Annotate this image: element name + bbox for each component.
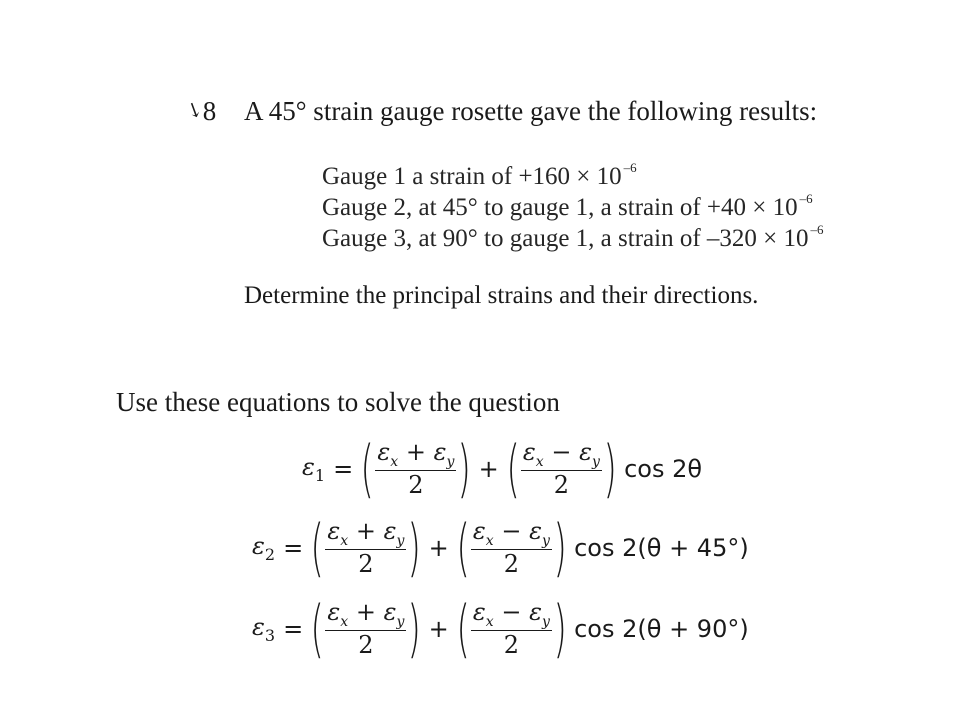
diff-fraction: $\frac{\varepsilon_x - \varepsilon_y}{2}$ [472, 516, 550, 579]
checkmark-icon: ↘ [181, 96, 207, 124]
equation-3: $\varepsilon_3$ = ( $\frac{\varepsilon_x + \varepsilon_y}{2}$ ) + ( $\frac{\varepsilon_x - \varepsilon_y}{2}$ ) cos 2(θ + 90°) [252, 592, 749, 665]
cosine-term: cos 2θ [624, 455, 703, 483]
equation-1: $\varepsilon_1$ = ( $\frac{\varepsilon_x + \varepsilon_y}{2}$ ) + ( $\frac{\varepsilon_x - \varepsilon_y}{2}$ ) cos 2θ [302, 432, 703, 505]
problem-statement: A 45° strain gauge rosette gave the following results: [244, 96, 818, 126]
question-number: ↘8 [181, 96, 217, 126]
lhs-epsilon-3: $\varepsilon_3$ [252, 613, 276, 645]
cosine-term: cos 2(θ + 45°) [574, 534, 749, 562]
task-text: Determine the principal strains and their directions. [244, 282, 759, 309]
gauge-2-reading: Gauge 2, at 45° to gauge 1, a strain of +40 × 10 $^{-6}$ [322, 191, 813, 221]
sum-fraction: $\frac{\varepsilon_x + \varepsilon_y}{2}$ [377, 437, 455, 500]
gauge-1-reading: Gauge 1 a strain of +160 × 10 $^{-6}$ [322, 160, 637, 190]
lhs-epsilon-1: $\varepsilon_1$ [302, 453, 326, 485]
equation-2: $\varepsilon_2$ = ( $\frac{\varepsilon_x + \varepsilon_y}{2}$ ) + ( $\frac{\varepsilon_x - \varepsilon_y}{2}$ ) cos 2(θ + 45°) [252, 511, 749, 584]
diff-fraction: $\frac{\varepsilon_x - \varepsilon_y}{2}$ [472, 597, 550, 660]
gauge-3-reading: Gauge 3, at 90° to gauge 1, a strain of –320 × 10 $^{-6}$ [322, 222, 824, 252]
cosine-term: cos 2(θ + 90°) [574, 615, 749, 643]
diff-fraction: $\frac{\varepsilon_x - \varepsilon_y}{2}$ [522, 437, 600, 500]
sum-fraction: $\frac{\varepsilon_x + \varepsilon_y}{2}$ [327, 516, 405, 579]
sum-fraction: $\frac{\varepsilon_x + \varepsilon_y}{2}$ [327, 597, 405, 660]
instruction-text: Use these equations to solve the question [116, 387, 560, 417]
lhs-epsilon-2: $\varepsilon_2$ [252, 532, 276, 564]
